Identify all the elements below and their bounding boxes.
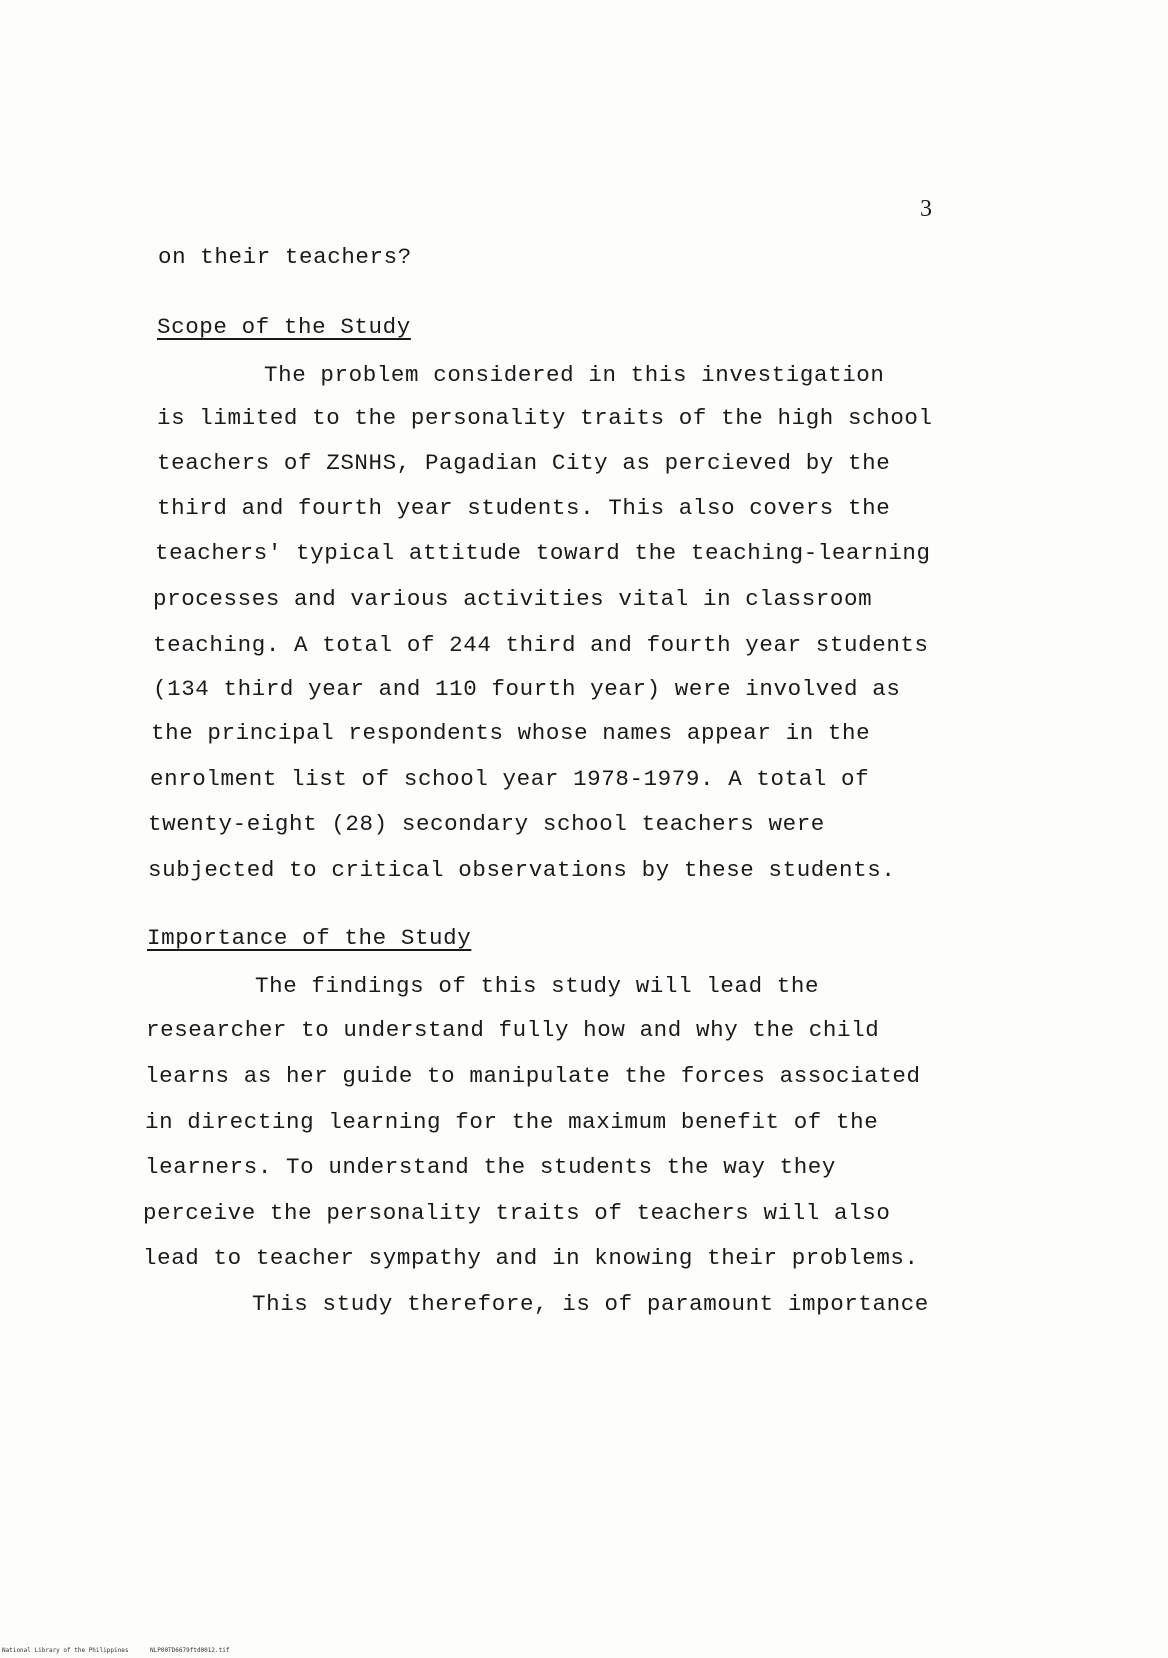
importance-line: perceive the personality traits of teachers will also (143, 1200, 891, 1226)
footer-library: National Library of the Philippines (2, 1647, 129, 1654)
scope-line: third and fourth year students. This also covers the (157, 495, 891, 521)
importance-line: researcher to understand fully how and why the child (146, 1017, 880, 1043)
importance-line: lead to teacher sympathy and in knowing their problems. (143, 1245, 919, 1271)
scope-line: The problem considered in this investigation (264, 362, 885, 388)
importance-line: in directing learning for the maximum benefit of the (145, 1109, 879, 1135)
importance-line: learns as her guide to manipulate the forces associated (145, 1063, 921, 1089)
scope-line: (134 third year and 110 fourth year) were involved as (153, 676, 901, 702)
scope-line: subjected to critical observations by these students. (148, 857, 896, 883)
page-number: 3 (920, 196, 932, 222)
scope-line: enrolment list of school year 1978-1979. A total of (150, 766, 870, 792)
scope-heading: Scope of the Study (157, 314, 411, 340)
importance-line: learners. To understand the students the way they (145, 1154, 837, 1180)
importance-line: This study therefore, is of paramount importance (252, 1291, 929, 1317)
footer-file-id: NLP00TD6679ftd0012.tif (150, 1647, 230, 1654)
scope-line: processes and various activities vital in classroom (153, 586, 873, 612)
scope-line: is limited to the personality traits of the high school (157, 405, 933, 431)
scope-line: twenty-eight (28) secondary school teachers were (148, 811, 825, 837)
scope-line: teachers of ZSNHS, Pagadian City as percieved by the (157, 450, 891, 476)
scope-line: teaching. A total of 244 third and fourth year students (153, 632, 929, 658)
scope-line: teachers' typical attitude toward the teaching-learning (155, 540, 931, 566)
importance-line: The findings of this study will lead the (255, 973, 820, 999)
importance-heading: Importance of the Study (147, 925, 472, 951)
scope-line: the principal respondents whose names appear in the (151, 720, 871, 746)
intro-fragment: on their teachers? (158, 244, 412, 270)
